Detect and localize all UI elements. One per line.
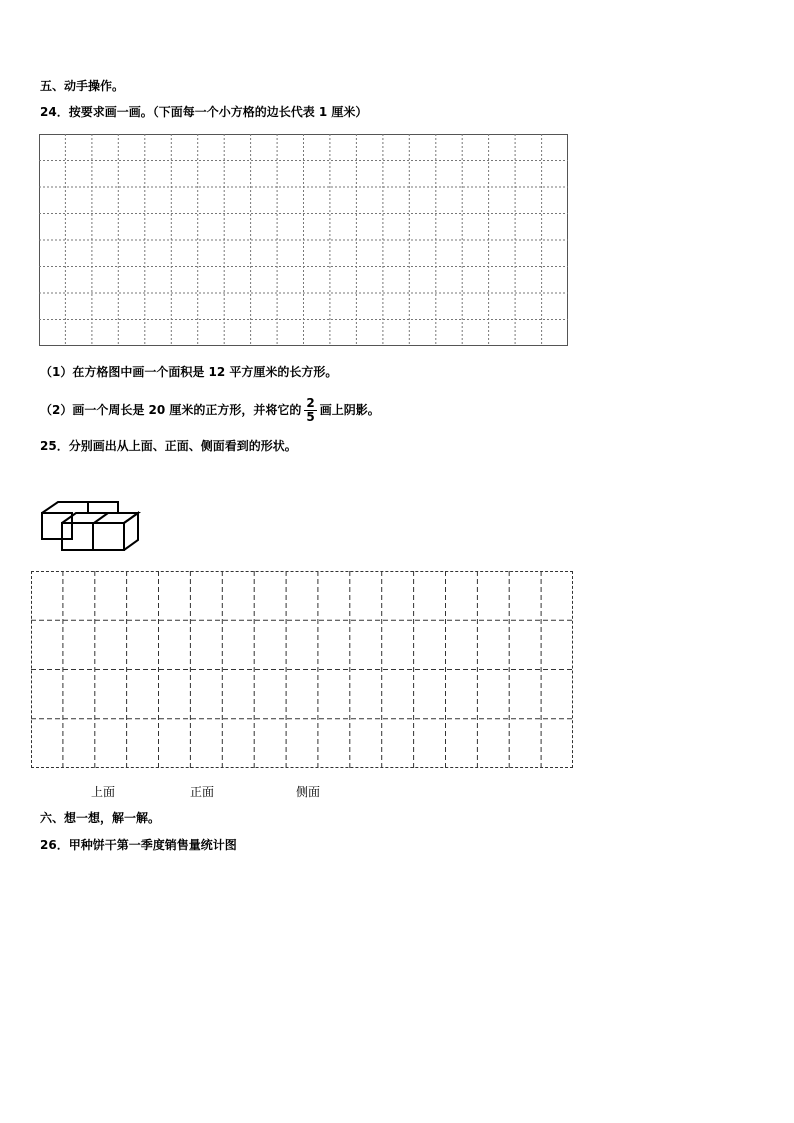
section-5-title: 五、动手操作。 (40, 79, 125, 93)
square-grid-lines (39, 134, 568, 346)
fraction-denominator: 5 (306, 410, 315, 424)
square-grid-q24[interactable] (39, 134, 568, 346)
section-6-title: 六、想一想，解一解。 (40, 811, 161, 825)
fraction-numerator: 2 (306, 396, 315, 410)
part-2-text-after: 画上阴影。 (319, 403, 380, 417)
question-24-part-2 (40, 397, 380, 424)
label-side-view: 侧面 (296, 785, 321, 799)
label-front-view: 正面 (190, 785, 215, 799)
drawing-grid-q25[interactable] (31, 571, 573, 768)
drawing-grid-lines (31, 571, 573, 768)
question-26-title: 26．甲种饼干第一季度销售量统计图 (40, 838, 237, 852)
label-top-view: 上面 (91, 785, 116, 799)
part-2-text-before: （2）画一个周长是 20 厘米的正方形，并将它的 (40, 403, 302, 417)
question-24-title: 24．按要求画一画。（下面每一个小方格的边长代表 1 厘米） (40, 105, 368, 119)
fraction-two-fifths (304, 397, 316, 424)
question-25-title: 25．分别画出从上面、正面、侧面看到的形状。 (40, 439, 297, 453)
question-24-part-1: （1）在方格图中画一个面积是 12 平方厘米的长方形。 (40, 365, 338, 379)
cube-figure (38, 499, 148, 549)
